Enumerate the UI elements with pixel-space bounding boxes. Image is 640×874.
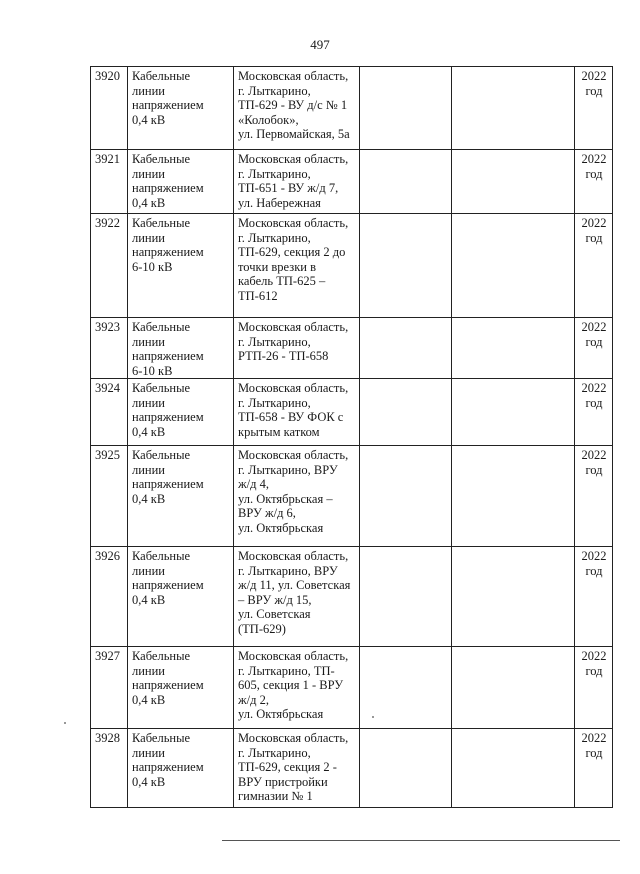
table-row — [91, 67, 613, 150]
address-cell: Московская область, г. Лыткарино, ТП- 605, секция 1 - ВРУ ж/д 2, ул. Октябрьская — [234, 647, 360, 729]
address-cell: Московская область, г. Лыткарино, ТП-651 - ВУ ж/д 7, ул. Набережная — [234, 150, 360, 214]
object-name-cell: Кабельные линии напряжением 0,4 кВ — [128, 379, 234, 446]
empty-cell — [452, 318, 575, 379]
table-row — [91, 150, 613, 214]
address-cell: Московская область, г. Лыткарино, ВРУ ж/д 11, ул. Советская – ВРУ ж/д 15, ул. Советская (ТП-629) — [234, 547, 360, 647]
empty-cell — [452, 214, 575, 318]
address-cell: Московская область, г. Лыткарино, ТП-629 - ВУ д/с № 1 «Колобок», ул. Первомайская, 5а — [234, 67, 360, 150]
object-name-cell: Кабельные линии напряжением 6-10 кВ — [128, 318, 234, 379]
empty-cell — [360, 318, 452, 379]
empty-cell — [360, 729, 452, 808]
address-cell: Московская область, г. Лыткарино, ТП-658 - ВУ ФОК с крытым катком — [234, 379, 360, 446]
year-cell: 2022 год — [575, 318, 613, 379]
row-number-cell: 3927 — [91, 647, 128, 729]
empty-cell — [360, 150, 452, 214]
empty-cell — [360, 446, 452, 547]
object-name-cell: Кабельные линии напряжением 0,4 кВ — [128, 150, 234, 214]
row-number-cell: 3928 — [91, 729, 128, 808]
address-cell: Московская область, г. Лыткарино, ВРУ ж/д 4, ул. Октябрьская – ВРУ ж/д 6, ул. Октябрьская — [234, 446, 360, 547]
object-name-cell: Кабельные линии напряжением 6-10 кВ — [128, 214, 234, 318]
object-name-cell: Кабельные линии напряжением 0,4 кВ — [128, 729, 234, 808]
row-number-cell: 3925 — [91, 446, 128, 547]
row-number-cell: 3920 — [91, 67, 128, 150]
empty-cell — [452, 647, 575, 729]
year-cell: 2022 год — [575, 214, 613, 318]
row-number-cell: 3923 — [91, 318, 128, 379]
scan-speck — [64, 722, 66, 724]
empty-cell — [452, 446, 575, 547]
row-number-cell: 3924 — [91, 379, 128, 446]
row-number-cell: 3926 — [91, 547, 128, 647]
empty-cell — [452, 729, 575, 808]
object-name-cell: Кабельные линии напряжением 0,4 кВ — [128, 67, 234, 150]
year-cell: 2022 год — [575, 379, 613, 446]
row-number-cell: 3922 — [91, 214, 128, 318]
table-row — [91, 379, 613, 446]
object-name-cell: Кабельные линии напряжением 0,4 кВ — [128, 647, 234, 729]
empty-cell — [452, 379, 575, 446]
scan-speck — [372, 716, 374, 718]
year-cell: 2022 год — [575, 547, 613, 647]
year-cell: 2022 год — [575, 150, 613, 214]
table-row — [91, 547, 613, 647]
address-cell: Московская область, г. Лыткарино, ТП-629, секция 2 до точки врезки в кабель ТП-625 – ТП-612 — [234, 214, 360, 318]
row-number-cell: 3921 — [91, 150, 128, 214]
empty-cell — [360, 67, 452, 150]
empty-cell — [452, 67, 575, 150]
object-name-cell: Кабельные линии напряжением 0,4 кВ — [128, 547, 234, 647]
table-row — [91, 318, 613, 379]
address-cell: Московская область, г. Лыткарино, РТП-26 - ТП-658 — [234, 318, 360, 379]
table-row — [91, 214, 613, 318]
empty-cell — [452, 150, 575, 214]
page-number: 497 — [310, 37, 330, 52]
object-name-cell: Кабельные линии напряжением 0,4 кВ — [128, 446, 234, 547]
year-cell: 2022 год — [575, 647, 613, 729]
table-row — [91, 446, 613, 547]
registry-table-body — [91, 67, 613, 808]
year-cell: 2022 год — [575, 67, 613, 150]
empty-cell — [360, 379, 452, 446]
year-cell: 2022 год — [575, 446, 613, 547]
empty-cell — [360, 547, 452, 647]
table-row — [91, 729, 613, 808]
empty-cell — [452, 547, 575, 647]
empty-cell — [360, 214, 452, 318]
footer-rule — [222, 840, 620, 841]
year-cell: 2022 год — [575, 729, 613, 808]
table-row — [91, 647, 613, 729]
registry-table — [90, 66, 613, 808]
address-cell: Московская область, г. Лыткарино, ТП-629, секция 2 - ВРУ пристройки гимназии № 1 — [234, 729, 360, 808]
